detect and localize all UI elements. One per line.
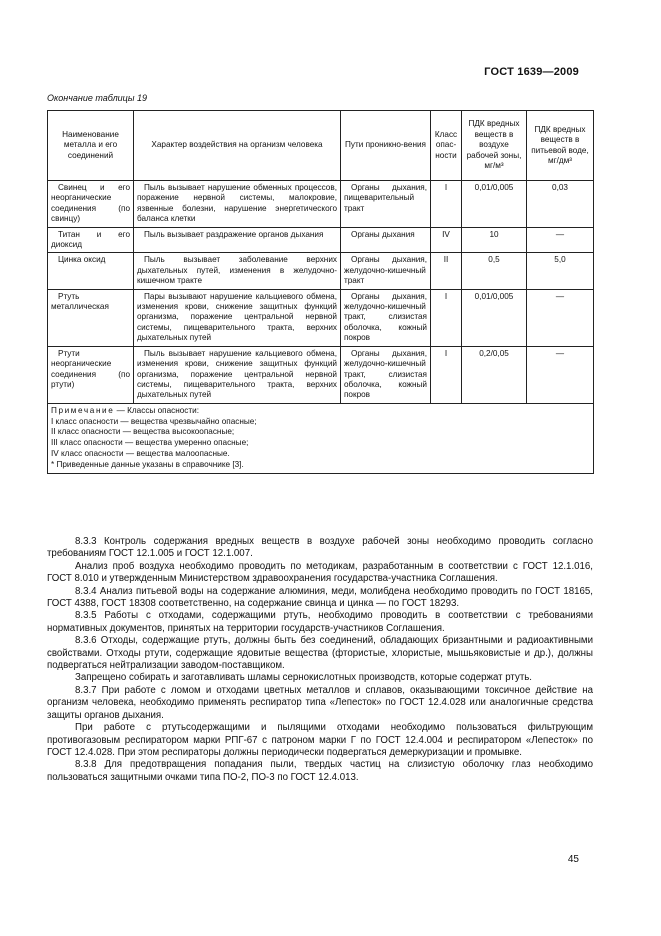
note-footnote: * Приведенные данные указаны в справочнике [3]. <box>51 459 244 469</box>
column-header: Класс опас-ности <box>431 111 462 181</box>
hazard-class-cell: I <box>431 289 462 346</box>
page-number: 45 <box>567 854 579 865</box>
pdk-air-cell: 0,01/0,005 <box>462 181 527 228</box>
effect-cell: Пыль вызывает нарушение кальциевого обмена, изменения крови, снижение защитных функций организма, поражение центральной нервной системы, пищеварительного тракта, верхних дыхательных путей <box>134 346 341 403</box>
pdk-water-cell: — <box>527 227 594 253</box>
note-line: II класс опасности — вещества высокоопасные; <box>51 427 235 437</box>
routes-cell: Органы дыхания, желудочно-кишечный тракт <box>341 253 431 289</box>
paragraph: Анализ проб воздуха необходимо проводить по методикам, разработанным в соответствии с ГОСТ 12.1.016, ГОСТ 8.010 и утвержденным Министерством здравоохранения государства-участника Соглашения. <box>47 560 593 585</box>
table-note <box>48 403 594 473</box>
effect-cell: Пыль вызывает нарушение обменных процессов, поражение нервной системы, малокровие, язвенные болезни, нарушение энергетического баланса клетки <box>134 181 341 228</box>
table-caption: Окончание таблицы 19 <box>47 93 147 103</box>
note-line: I класс опасности — вещества чрезвычайно опасные; <box>51 416 257 426</box>
table-row <box>48 346 594 403</box>
routes-cell: Органы дыхания, пищеварительный тракт <box>341 181 431 228</box>
metal-name-cell: Титан и его диоксид <box>48 227 134 253</box>
hazard-class-cell: I <box>431 346 462 403</box>
metal-name-cell: Ртути неорганические соединения (по ртути) <box>48 346 134 403</box>
hazard-class-cell: IV <box>431 227 462 253</box>
note-heading-line <box>51 406 590 417</box>
paragraph: 8.3.7 При работе с ломом и отходами цветных металлов и сплавов, оказывающими токсичное действие на организм человека, необходимо применять респиратор типа «Лепесток» по ГОСТ 12.4.028 или аналогичные средства защиты органов дыхания. <box>47 684 593 721</box>
pdk-water-cell: — <box>527 289 594 346</box>
note-label: Примечание <box>51 405 115 415</box>
paragraph: При работе с ртутьсодержащими и пылящими отходами необходимо пользоваться фильтрующим противогазовым респиратором марки РПГ-67 с патроном марки Г по ГОСТ 12.4.004 и респиратором «Лепесток» по ГОСТ 12.4.028. При этом респираторы должны периодически подвергаться демеркуризации и промывке. <box>47 722 593 758</box>
pdk-water-cell: 5,0 <box>527 253 594 289</box>
pdk-water-cell: 0,03 <box>527 181 594 228</box>
paragraph: 8.3.6 Отходы, содержащие ртуть, должны быть без соединений, обладающих бризантными и радиоактивными свойствами. Отходы ртути, содержащие ядовитые вещества (фтористые, хлористые, мышьяковистые и др.), должны подвергаться нейтрализации заводом-поставщиком. <box>47 635 593 672</box>
metal-name-cell: Свинец и его неорганические соединения (по свинцу) <box>48 181 134 228</box>
routes-cell: Органы дыхания <box>341 227 431 253</box>
hazard-table <box>47 110 594 474</box>
table-note-row <box>48 403 594 473</box>
routes-cell: Органы дыхания, желудочно-кишечный тракт, слизистая оболочка, кожный покров <box>341 289 431 346</box>
column-header: ПДК вредных веществ в питьевой воде, мг/дм³ <box>527 111 594 181</box>
pdk-air-cell: 0,01/0,005 <box>462 289 527 346</box>
column-header: ПДК вредных веществ в воздухе рабочей зоны, мг/м³ <box>462 111 527 181</box>
paragraph: 8.3.8 Для предотвращения попадания пыли, твердых частиц на слизистую оболочку глаз необходимо пользоваться защитными очками типа ПО-2, ПО-3 по ГОСТ 12.4.013. <box>47 759 593 783</box>
paragraph: 8.3.4 Анализ питьевой воды на содержание алюминия, меди, молибдена необходимо проводить по ГОСТ 18165, ГОСТ 4388, ГОСТ 18308 соответственно, на содержание свинца и цинка — по ГОСТ 18293. <box>47 585 593 610</box>
document-code: ГОСТ 1639—2009 <box>484 66 579 78</box>
metal-name-cell: Цинка оксид <box>48 253 134 289</box>
body-text <box>47 536 593 784</box>
hazard-class-cell: I <box>431 181 462 228</box>
pdk-air-cell: 0,2/0,05 <box>462 346 527 403</box>
paragraph: 8.3.3 Контроль содержания вредных веществ в воздухе рабочей зоны необходимо проводить согласно требованиям ГОСТ 12.1.005 и ГОСТ 12.1.007. <box>47 536 593 560</box>
note-line: III класс опасности — вещества умеренно опасные; <box>51 438 249 448</box>
metal-name-cell: Ртуть металлическая <box>48 289 134 346</box>
table-row <box>48 289 594 346</box>
pdk-air-cell: 0,5 <box>462 253 527 289</box>
note-line: IV класс опасности — вещества малоопасные. <box>51 448 230 458</box>
routes-cell: Органы дыхания, желудочно-кишечный тракт, слизистая оболочка, кожный покров <box>341 346 431 403</box>
table-row <box>48 253 594 289</box>
table-row <box>48 181 594 228</box>
effect-cell: Пары вызывают нарушение кальциевого обмена, изменения крови, снижение защитных функций организма, поражение центральной нервной системы, пищеварительного тракта, верхних дыхательных путей <box>134 289 341 346</box>
paragraph: 8.3.5 Работы с отходами, содержащими ртуть, необходимо проводить в соответствии с требованиями нормативных документов, принятых на территории государств-участников Соглашения. <box>47 610 593 634</box>
column-header: Характер воздействия на организм человека <box>134 111 341 181</box>
pdk-air-cell: 10 <box>462 227 527 253</box>
effect-cell: Пыль вызывает заболевание верхних дыхательных путей, изменения в желудочно-кишечном тракте <box>134 253 341 289</box>
hazard-class-cell: II <box>431 253 462 289</box>
pdk-water-cell: — <box>527 346 594 403</box>
column-header: Наименование металла и его соединений <box>48 111 134 181</box>
table-header-row <box>48 111 594 181</box>
paragraph: Запрещено собирать и заготавливать шламы сернокислотных производств, которые содержат ртуть. <box>75 672 532 684</box>
column-header: Пути проникно-вения <box>341 111 431 181</box>
effect-cell: Пыль вызывает раздражение органов дыхания <box>134 227 341 253</box>
table-row <box>48 227 594 253</box>
note-heading: — Классы опасности: <box>116 405 199 415</box>
